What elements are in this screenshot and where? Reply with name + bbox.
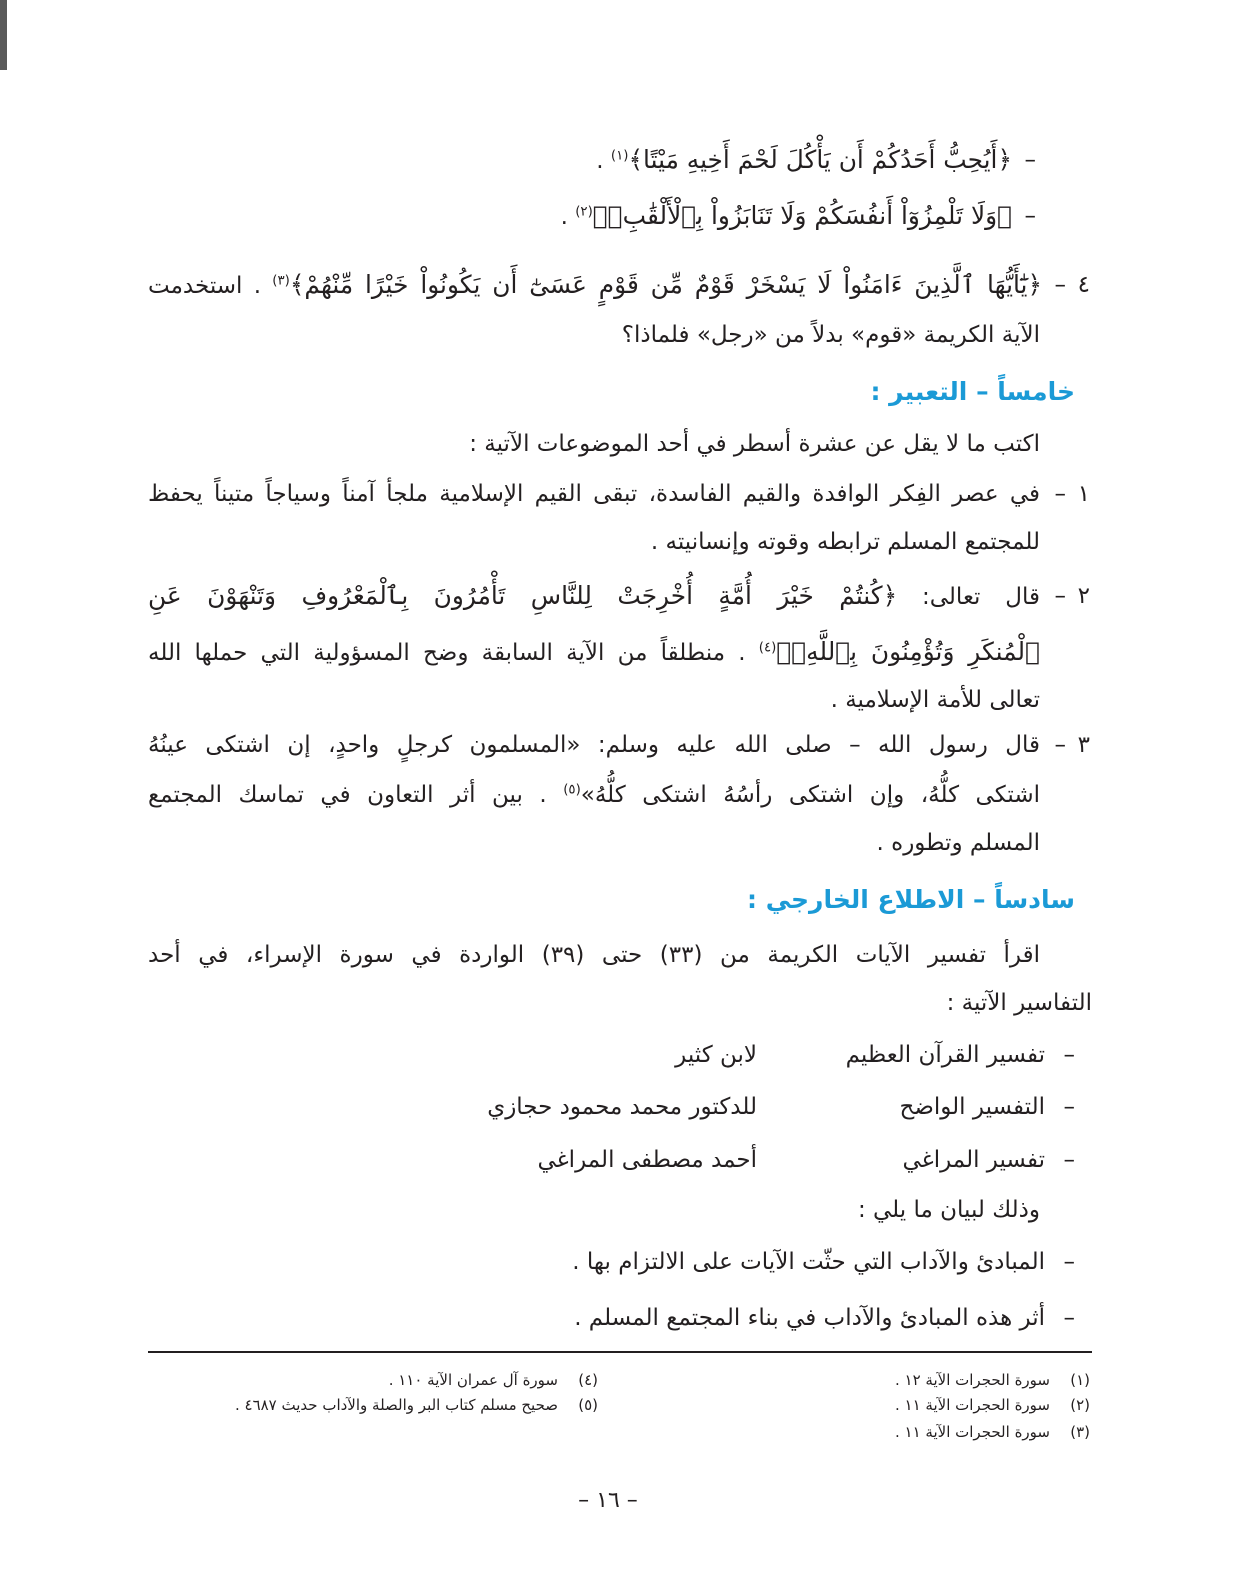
purpose-point: أثر هذه المبادئ والآداب في بناء المجتمع المسلم . [574, 1305, 1045, 1331]
line-end: . [596, 148, 611, 174]
footnote [640, 1393, 1090, 1417]
topic-1-line-2: للمجتمع المسلم ترابطه وقوته وإنسانيته . [650, 529, 1040, 555]
tafsir-title: تفسير القرآن العظيم [845, 1042, 1045, 1068]
question-4-line-2: الآية الكريمة «قوم» بدلاً من «رجل» فلماذا؟ [621, 322, 1040, 348]
topic-3-line-3: المسلم وتطوره . [876, 830, 1040, 856]
quran-verse: ﴿وَلَا تَلْمِزُوٓاْ أَنفُسَكُمْ وَلَا تَنَابَزُواْ بِٱلْأَلْقَٰبِۖ﴾ [592, 201, 1012, 230]
footnote-divider [148, 1351, 1092, 1353]
footnote-text: سورة الحجرات الآية ١١ . [894, 1423, 1050, 1441]
footnote-ref: (٢) [575, 204, 593, 220]
question-4-line-1 [148, 263, 1042, 307]
topic-number: ٢ [1077, 583, 1090, 609]
tafsir-title: تفسير المراغي [902, 1147, 1045, 1173]
footnote-ref: (١) [610, 148, 629, 164]
section-6-heading: سادساً – الاطلاع الخارجي : [747, 885, 1075, 914]
purpose-point: المبادئ والآداب التي حثّت الآيات على الالتزام بها . [572, 1249, 1045, 1275]
footnote [148, 1368, 598, 1392]
list-dash: – [1063, 1094, 1075, 1120]
purpose-text: وذلك لبيان ما يلي : [857, 1197, 1040, 1223]
list-dash: – [1063, 1042, 1075, 1068]
question-dash: – [1054, 272, 1066, 298]
footnote [640, 1420, 1090, 1444]
topic-text: . منطلقاً من الآية السابقة وضح المسؤولية التي حملها الله [148, 640, 759, 666]
footnote-number: (٣) [1070, 1423, 1090, 1441]
topic-dash: – [1054, 583, 1066, 609]
footnote-number: (٢) [1070, 1396, 1090, 1414]
list-dash: – [1063, 1305, 1075, 1331]
topic-number: ٣ [1077, 732, 1090, 758]
topic-1-line-1: في عصر الفِكر الوافدة والقيم الفاسدة، تبقى القيم الإسلامية ملجأ آمناً وسياجاً متيناً يحفظ [148, 481, 1040, 507]
question-number: ٤ [1077, 272, 1090, 298]
topic-dash: – [1054, 481, 1066, 507]
footnote-text: سورة الحجرات الآية ١١ . [894, 1396, 1050, 1414]
quran-verse: ٱلْمُنكَرِ وَتُؤْمِنُونَ بِٱللَّهِۗ﴾ [776, 637, 1040, 666]
topic-2-line-1 [148, 574, 1040, 618]
quran-verse: ﴿أَيُحِبُّ أَحَدُكُمْ أَن يَأْكُلَ لَحْمَ أَخِيهِ مَيْتًا﴾ [628, 145, 1012, 174]
topic-2-line-3: تعالى للأمة الإسلامية . [830, 687, 1040, 713]
bullet-dash: – [1024, 147, 1036, 173]
topic-2-line-2 [148, 630, 1040, 674]
quran-verse: ﴿يَٰٓأَيُّهَا ٱلَّذِينَ ءَامَنُواْ لَا يَسْخَرْ قَوْمٌ مِّن قَوْمٍ عَسَىٰٓ أَن يَكُونُواْ خَيْرًا مِّنْهُمْ﴾ [289, 270, 1043, 299]
tafsir-author: لابن كثير [675, 1042, 757, 1068]
bullet-dash: – [1024, 203, 1036, 229]
footnote-number: (٥) [578, 1396, 598, 1414]
list-dash: – [1063, 1147, 1075, 1173]
footnote-ref: (٣) [272, 273, 290, 289]
topic-text: . بين أثر التعاون في تماسك المجتمع [148, 782, 564, 808]
topic-intro: قال تعالى: [897, 584, 1040, 610]
question-text: . استخدمت [148, 273, 273, 299]
section-5-heading: خامساً – التعبير : [870, 377, 1075, 406]
bullet-verse-line-1 [148, 138, 1012, 182]
footnote-ref: (٥) [563, 782, 581, 798]
line-end: . [560, 204, 576, 230]
footnote-ref: (٤) [758, 640, 777, 656]
topic-number: ١ [1077, 481, 1090, 507]
footnote-number: (٤) [578, 1371, 598, 1389]
tafsir-author: أحمد مصطفى المراغي [537, 1147, 757, 1173]
hadith-quote: اشتكى كلُّهُ، وإن اشتكى رأسُهُ اشتكى كلُّهُ» [580, 782, 1041, 808]
footnote-text: صحيح مسلم كتاب البر والصلة والآداب حديث ٤٦٨٧ . [234, 1396, 558, 1414]
tafsir-title: التفسير الواضح [899, 1094, 1045, 1120]
scan-edge-mark [0, 0, 7, 70]
footnote-number: (١) [1070, 1371, 1090, 1389]
bullet-verse-line-2 [148, 194, 1012, 238]
tafsir-author: للدكتور محمد محمود حجازي [487, 1094, 757, 1120]
footnote-text: سورة الحجرات الآية ١٢ . [894, 1371, 1050, 1389]
topic-dash: – [1054, 732, 1066, 758]
section-6-instruction-line-2: التفاسير الآتية : [946, 990, 1092, 1016]
quran-verse: ﴿كُنتُمْ خَيْرَ أُمَّةٍ أُخْرِجَتْ لِلنَّاسِ تَأْمُرُونَ بِٱلْمَعْرُوفِ وَتَنْهَوْنَ عَنِ [148, 581, 898, 610]
footnote [640, 1368, 1090, 1392]
section-6-instruction-line-1: اقرأ تفسير الآيات الكريمة من (٣٣) حتى (٣٩) الواردة في سورة الإسراء، في أحد [148, 942, 1041, 968]
section-5-instruction: اكتب ما لا يقل عن عشرة أسطر في أحد الموضوعات الآتية : [469, 431, 1040, 457]
topic-3-line-2 [148, 773, 1040, 817]
footnote [148, 1393, 598, 1417]
list-dash: – [1063, 1249, 1075, 1275]
footnote-text: سورة آل عمران الآية ١١٠ . [388, 1371, 558, 1389]
page-number: – ١٦ – [578, 1488, 638, 1513]
topic-3-line-1: قال رسول الله – صلى الله عليه وسلم: «المسلمون كرجلٍ واحدٍ، إن اشتكى عينُهُ [148, 732, 1040, 758]
